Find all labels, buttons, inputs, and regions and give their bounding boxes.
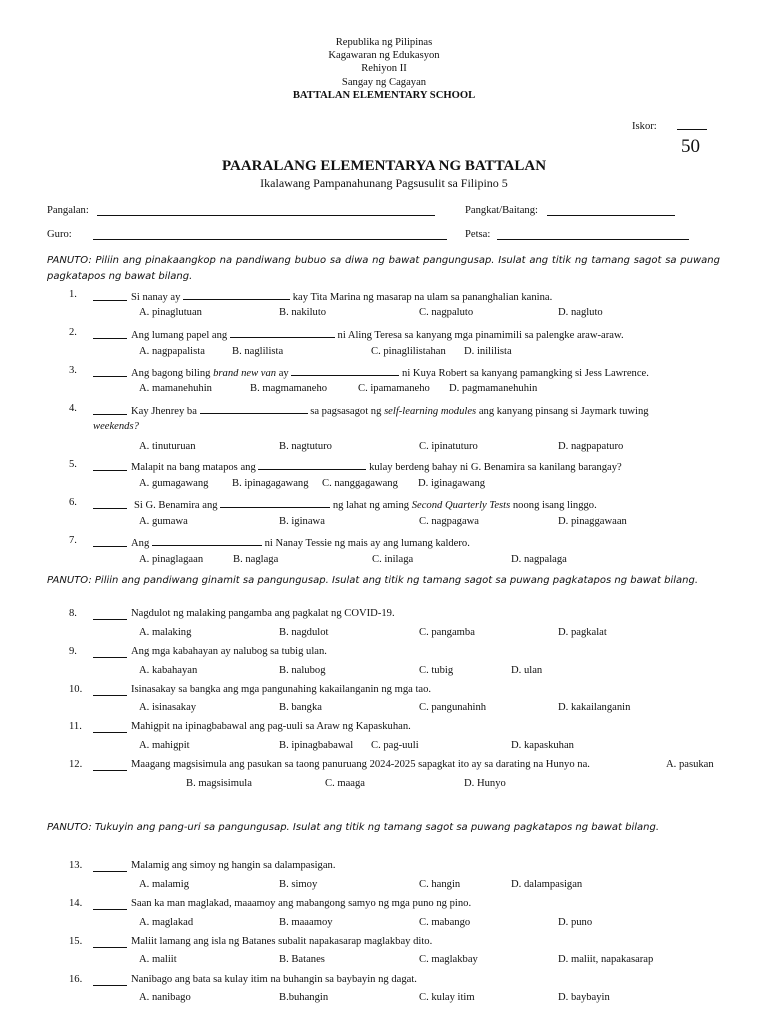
option-b: B. ipinagagawang <box>232 478 309 489</box>
option-d: D. kapaskuhan <box>511 740 574 751</box>
option-a: A. nanibago <box>139 992 191 1003</box>
option-a: A. mamanehuhin <box>139 383 212 394</box>
question-text-part: ni Nanay Tessie ng mais ay ang lumang kaldero. <box>264 538 470 549</box>
option-b: B. nalubog <box>279 665 326 676</box>
option-c: C. nagpaluto <box>419 307 474 318</box>
section-field[interactable] <box>547 215 675 216</box>
option-c: C. inilaga <box>372 554 414 565</box>
option-c: C. mabango <box>419 917 471 928</box>
score-blank <box>677 129 707 130</box>
question-text-part: Malapit na bang matapos ang <box>131 462 256 473</box>
fill-in-blank <box>200 403 308 414</box>
option-b: B. nagdulot <box>279 627 329 638</box>
option-d: D. pagmamanehuhin <box>449 383 538 394</box>
answer-blank[interactable] <box>93 761 127 771</box>
question-number: 13. <box>69 860 83 871</box>
option-d: D. nagluto <box>558 307 603 318</box>
question-text-part: self-learning modules <box>384 406 477 417</box>
question-text-continued: weekends? <box>93 421 139 432</box>
answer-blank[interactable] <box>93 537 127 547</box>
question-number: 10. <box>69 684 83 695</box>
question-number: 8. <box>69 608 77 619</box>
fill-in-blank <box>220 497 330 508</box>
question-text <box>131 535 470 549</box>
header-region: Rehiyon II <box>361 63 407 74</box>
option-d: D. baybayin <box>558 992 610 1003</box>
question-number: 1. <box>69 289 77 300</box>
fill-in-blank <box>230 327 335 338</box>
option-a: A. malaking <box>139 627 192 638</box>
question-text <box>134 497 597 511</box>
date-field[interactable] <box>497 239 689 240</box>
teacher-field[interactable] <box>93 239 447 240</box>
option-a: A. maglakad <box>139 917 194 928</box>
question-text: Nagdulot ng malaking pangamba ang pagkalat ng COVID-19. <box>131 608 395 619</box>
header-school: BATTALAN ELEMENTARY SCHOOL <box>292 90 476 101</box>
option-a: A. nagpapalista <box>139 346 205 357</box>
question-text-part: Ang bagong biling <box>131 368 211 379</box>
question-number: 3. <box>69 365 77 376</box>
option-d: D. kakailanganin <box>558 702 631 713</box>
exam-school-title: PAARALANG ELEMENTARYA NG BATTALAN <box>221 158 547 174</box>
instructions-part3: PANUTO: Tukuyin ang pang-uri sa pangungusap. Isulat ang titik ng tamang sagot sa puwang pagkatapos ng bawat bilang. <box>47 822 659 833</box>
option-c: C. tubig <box>419 665 454 676</box>
option-a: A. pasukan <box>666 759 714 770</box>
question-number: 4. <box>69 403 77 414</box>
option-c: C. pinaglilistahan <box>371 346 446 357</box>
option-d: D. iginagawang <box>418 478 486 489</box>
option-d: D. pinaggawaan <box>558 516 627 527</box>
option-b: B.buhangin <box>279 992 329 1003</box>
teacher-label: Guro: <box>47 229 72 240</box>
question-text: Ang mga kabahayan ay nalubog sa tubig ulan. <box>131 646 327 657</box>
fill-in-blank <box>183 289 290 300</box>
option-a: A. tinuturuan <box>139 441 196 452</box>
question-text-part: Ang <box>131 538 150 549</box>
question-number: 15. <box>69 936 83 947</box>
option-b: B. naglilista <box>232 346 284 357</box>
question-number: 2. <box>69 327 77 338</box>
option-a: A. isinasakay <box>139 702 197 713</box>
option-a: A. maliit <box>139 954 177 965</box>
question-text: Nanibago ang bata sa kulay itim na buhangin sa baybayin ng dagat. <box>131 974 417 985</box>
option-b: B. simoy <box>279 879 318 890</box>
question-text <box>131 365 649 379</box>
question-text-part: Si nanay ay <box>131 292 181 303</box>
question-text: Mahigpit na ipinagbabawal ang pag-uuli sa Araw ng Kapaskuhan. <box>131 721 411 732</box>
fill-in-blank <box>258 459 366 470</box>
header-division: Sangay ng Cagayan <box>341 77 427 88</box>
answer-blank[interactable] <box>93 499 127 509</box>
option-d: D. inililista <box>464 346 512 357</box>
option-c: C. ipamamaneho <box>358 383 430 394</box>
question-number: 7. <box>69 535 77 546</box>
option-d: D. nagpapaturo <box>558 441 624 452</box>
section-label: Pangkat/Baitang: <box>465 205 538 216</box>
score-label: Iskor: <box>632 121 657 132</box>
option-a: A. mahigpit <box>139 740 190 751</box>
option-b: B. nagtuturo <box>279 441 332 452</box>
answer-blank[interactable] <box>93 938 127 948</box>
question-text: Maagang magsisimula ang pasukan sa taong panuruang 2024-2025 sapagkat ito ay sa darating na Hunyo na. <box>131 759 590 770</box>
question-text-part: sa pagsasagot ng <box>310 406 382 417</box>
option-d: D. pagkalat <box>558 627 607 638</box>
name-field[interactable] <box>97 215 435 216</box>
option-c: C. pag-uuli <box>371 740 419 751</box>
question-text <box>131 327 624 341</box>
option-b: B. bangka <box>279 702 322 713</box>
question-text <box>131 289 552 303</box>
option-d: D. maliit, napakasarap <box>558 954 654 965</box>
question-number: 12. <box>69 759 83 770</box>
header-republic: Republika ng Pilipinas <box>335 37 433 48</box>
answer-blank[interactable] <box>93 648 127 658</box>
option-a: A. pinaglutuan <box>139 307 202 318</box>
question-text-part: ni Kuya Robert sa kanyang pamangking si Jess Lawrence. <box>402 368 649 379</box>
option-a: A. malamig <box>139 879 190 890</box>
question-number: 16. <box>69 974 83 985</box>
option-a: A. gumagawang <box>139 478 209 489</box>
question-number: 6. <box>69 497 77 508</box>
option-b: B. ipinagbabawal <box>279 740 354 751</box>
question-text: Isinasakay sa bangka ang mga pangunahing kakailanganin ng mga tao. <box>131 684 432 695</box>
question-text-part: Second Quarterly Tests <box>411 500 511 511</box>
exam-subtitle: Ikalawang Pampanahunang Pagsusulit sa Filipino 5 <box>260 176 508 190</box>
option-d: D. nagpalaga <box>511 554 567 565</box>
question-text: Maliit lamang ang isla ng Batanes subalit napakasarap maglakbay dito. <box>131 936 433 947</box>
question-number: 5. <box>69 459 77 470</box>
option-c: C. maaga <box>325 778 366 789</box>
option-b: B. iginawa <box>279 516 325 527</box>
question-text-part: ng lahat ng aming <box>332 500 410 511</box>
fill-in-blank <box>152 535 262 546</box>
option-c: C. nanggagawang <box>322 478 398 489</box>
answer-blank[interactable] <box>93 976 127 986</box>
question-text-part: ni Aling Teresa sa kanyang mga pinamimili sa palengke araw-araw. <box>337 330 624 341</box>
option-b: B. maaamoy <box>279 917 333 928</box>
question-text: Malamig ang simoy ng hangin sa dalampasigan. <box>131 860 336 871</box>
answer-blank[interactable] <box>93 329 127 339</box>
date-label: Petsa: <box>465 229 491 240</box>
question-text-part: noong isang linggo. <box>512 500 597 511</box>
answer-blank[interactable] <box>93 900 127 910</box>
option-c: C. kulay itim <box>419 992 475 1003</box>
answer-blank[interactable] <box>93 723 127 733</box>
question-number: 14. <box>69 898 83 909</box>
option-a: A. pinaglagaan <box>139 554 204 565</box>
answer-blank[interactable] <box>93 610 127 620</box>
question-text-part: ang kanyang pinsang si Jaymark tuwing <box>478 406 649 417</box>
option-c: C. pangamba <box>419 627 475 638</box>
header-department: Kagawaran ng Edukasyon <box>328 50 440 61</box>
question-text-part: Si G. Benamira ang <box>134 500 218 511</box>
instructions-part1: PANUTO: Piliin ang pinakaangkop na pandiwang bubuo sa diwa ng bawat pangungusap. Isulat ang titik ng tamang sagot sa puwang pagkatapos ng bawat bilang. <box>47 255 720 282</box>
answer-blank[interactable] <box>93 291 127 301</box>
name-label: Pangalan: <box>47 205 89 216</box>
answer-blank[interactable] <box>93 405 127 415</box>
option-d: D. ulan <box>511 665 543 676</box>
question-number: 9. <box>69 646 77 657</box>
option-b: B. magsisimula <box>186 778 252 789</box>
question-text <box>131 459 622 473</box>
option-b: B. naglaga <box>233 554 279 565</box>
question-text-part: ay <box>278 368 289 379</box>
option-c: C. nagpagawa <box>419 516 480 527</box>
question-text-part: kay Tita Marina ng masarap na ulam sa pananghalian kanina. <box>292 292 553 303</box>
question-text <box>131 403 721 417</box>
question-text-part: Ang lumang papel ang <box>131 330 228 341</box>
option-a: A. kabahayan <box>139 665 198 676</box>
option-c: C. maglakbay <box>419 954 478 965</box>
answer-blank[interactable] <box>93 367 127 377</box>
option-b: B. nakiluto <box>279 307 327 318</box>
question-text-part: kulay berdeng bahay ni G. Benamira sa kanilang barangay? <box>369 462 622 473</box>
answer-blank[interactable] <box>93 862 127 872</box>
answer-blank[interactable] <box>93 686 127 696</box>
question-number: 11. <box>69 721 82 732</box>
option-c: C. ipinatuturo <box>419 441 478 452</box>
option-d: D. dalampasigan <box>511 879 583 890</box>
instructions-part2: PANUTO: Piliin ang pandiwang ginamit sa pangungusap. Isulat ang titik ng tamang sagot sa puwang pagkatapos ng bawat bilang. <box>47 575 699 586</box>
option-c: C. hangin <box>419 879 461 890</box>
option-d: D. puno <box>558 917 593 928</box>
option-d: D. Hunyo <box>464 778 506 789</box>
fill-in-blank <box>291 365 399 376</box>
option-b: B. magmamaneho <box>250 383 328 394</box>
score-total: 50 <box>681 136 700 157</box>
question-text-part: Kay Jhenrey ba <box>131 406 197 417</box>
option-c: C. pangunahinh <box>419 702 487 713</box>
option-b: B. Batanes <box>279 954 325 965</box>
question-text: Saan ka man maglakad, maaamoy ang mabangong samyo ng mga puno ng pino. <box>131 898 472 909</box>
question-text-part: brand new van <box>213 368 277 379</box>
option-a: A. gumawa <box>139 516 188 527</box>
answer-blank[interactable] <box>93 461 127 471</box>
